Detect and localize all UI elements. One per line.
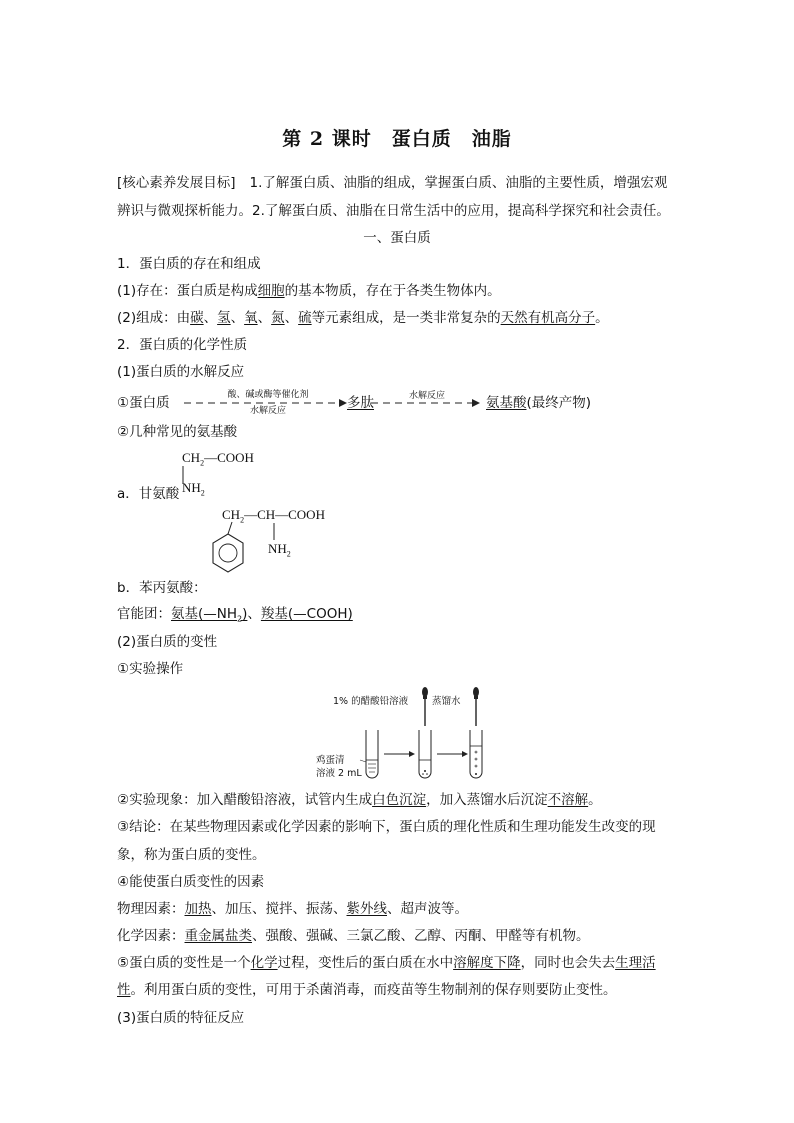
answer-blank: 氨基酸: [486, 395, 527, 411]
answer-blank: 细胞: [257, 283, 285, 299]
answer-blank: 碳: [190, 310, 204, 326]
phenomenon: ②实验现象：加入醋酸铅溶液，试管内生成白色沉淀，加入蒸馏水后沉淀不溶解。: [117, 792, 602, 808]
glycine-label: a．甘氨酸: [117, 486, 180, 502]
amino-heading: ②几种常见的氨基酸: [117, 424, 238, 440]
sample-label-1: 鸡蛋清: [316, 755, 345, 766]
page-title: 第 2 课时 蛋白质 油脂: [282, 128, 512, 150]
answer-blank: 氨基$(—NH_2)$: [171, 606, 248, 624]
test-tube-1: [360, 730, 378, 778]
test-tube-2: [419, 730, 431, 778]
reagent-label-2: 蒸馏水: [432, 696, 461, 707]
phe-label: b．苯丙氨酸：: [117, 580, 207, 596]
factors-heading: ④能使蛋白质变性的因素: [117, 874, 265, 890]
arrow2-condition-top: 水解反应: [408, 391, 445, 401]
hydrolysis-end: 氨基酸(最终产物): [486, 395, 592, 411]
s1-composition: (2)组成：由碳、氢、氧、氮、硫等元素组成，是一类非常复杂的天然有机高分子。: [117, 310, 609, 326]
operation-heading: ①实验操作: [117, 661, 184, 677]
hydrolysis-start: ①蛋白质: [117, 395, 170, 411]
glycine-formula-top: $CH_2—COOH$: [182, 450, 254, 468]
physical-factors: 物理因素：加热、加压、搅拌、振荡、紫外线、超声波等。: [117, 901, 468, 917]
answer-blank: 白色沉淀: [372, 792, 427, 808]
answer-blank: 紫外线: [346, 901, 387, 917]
answer-blank: 多肽: [347, 395, 374, 411]
benzene-ring: [200, 520, 320, 590]
answer-blank: 生理活: [615, 955, 656, 971]
answer-blank: 氢: [217, 310, 231, 326]
s1-existence: (1)存在：蛋白质是构成细胞的基本物质，存在于各类生物体内。: [117, 283, 501, 299]
answer-blank: 羧基(—COOH): [260, 606, 353, 622]
answer-blank: 化学: [250, 955, 278, 971]
arrowhead-2: [472, 399, 480, 407]
feature-heading: (3)蛋白质的特征反应: [117, 1010, 245, 1026]
phe-formula-top: $CH_2—CH—COOH$: [222, 507, 325, 525]
note5-line-1: ⑤蛋白质的变性是一个化学过程，变性后的蛋白质在水中溶解度下降，同时也会失去生理活: [117, 955, 656, 971]
phe-amino: $NH_2$: [268, 541, 291, 559]
s2-heading: 2．蛋白质的化学性质: [117, 337, 248, 353]
conclusion-line-1: ③结论：在某些物理因素或化学因素的影响下，蛋白质的理化性质和生理功能发生改变的现: [117, 819, 656, 835]
answer-blank: 溶解度下降: [453, 955, 521, 971]
arrow1-condition-top: 酸、碱或酶等催化剂: [227, 390, 309, 400]
arrowhead-1: [339, 399, 347, 407]
answer-blank: 氧: [244, 310, 258, 326]
sample-label-2: 溶液 2 mL: [316, 768, 362, 779]
hydrolysis-heading: (1)蛋白质的水解反应: [117, 364, 245, 380]
answer-blank: 加热: [184, 901, 212, 917]
goals-line-2: 辨识与微观探析能力。2.了解蛋白质、油脂在日常生活中的应用，提高科学探究和社会责任。: [117, 203, 670, 219]
glycine-amino: $NH_2$: [182, 480, 205, 498]
answer-blank: 性: [117, 982, 131, 998]
conclusion-line-2: 象，称为蛋白质的变性。: [117, 847, 266, 863]
goals-line-1: [核心素养发展目标] 1.了解蛋白质、油脂的组成，掌握蛋白质、油脂的主要性质，增强宏观: [117, 175, 668, 191]
dropper-1: [422, 687, 428, 726]
section-heading: 一、蛋白质: [363, 230, 431, 246]
answer-blank: 硫: [298, 310, 312, 326]
arrow1-condition-bottom: 水解反应: [249, 406, 286, 416]
answer-blank: 重金属盐类: [184, 928, 252, 944]
reagent-label-1: 1% 的醋酸铅溶液: [333, 696, 409, 707]
answer-blank: 氮: [271, 310, 285, 326]
answer-blank: 天然有机高分子: [500, 310, 596, 326]
answer-blank: 不溶解: [547, 792, 589, 808]
goals-label: [核心素养发展目标]: [117, 175, 236, 191]
chemical-factors: 化学因素：重金属盐类、强酸、强碱、三氯乙酸、乙醇、丙酮、甲醛等有机物。: [117, 928, 590, 944]
note5-line-2: 性。利用蛋白质的变性，可用于杀菌消毒，而疫苗等生物制剂的保存则要防止变性。: [117, 982, 617, 998]
dropper-2: [473, 687, 479, 726]
test-tube-3: [470, 730, 482, 778]
denature-heading: (2)蛋白质的变性: [117, 634, 218, 650]
functional-groups: 官能团：氨基$(—NH_2)$、羧基(—COOH): [117, 606, 353, 624]
s1-heading: 1．蛋白质的存在和组成: [117, 256, 261, 272]
